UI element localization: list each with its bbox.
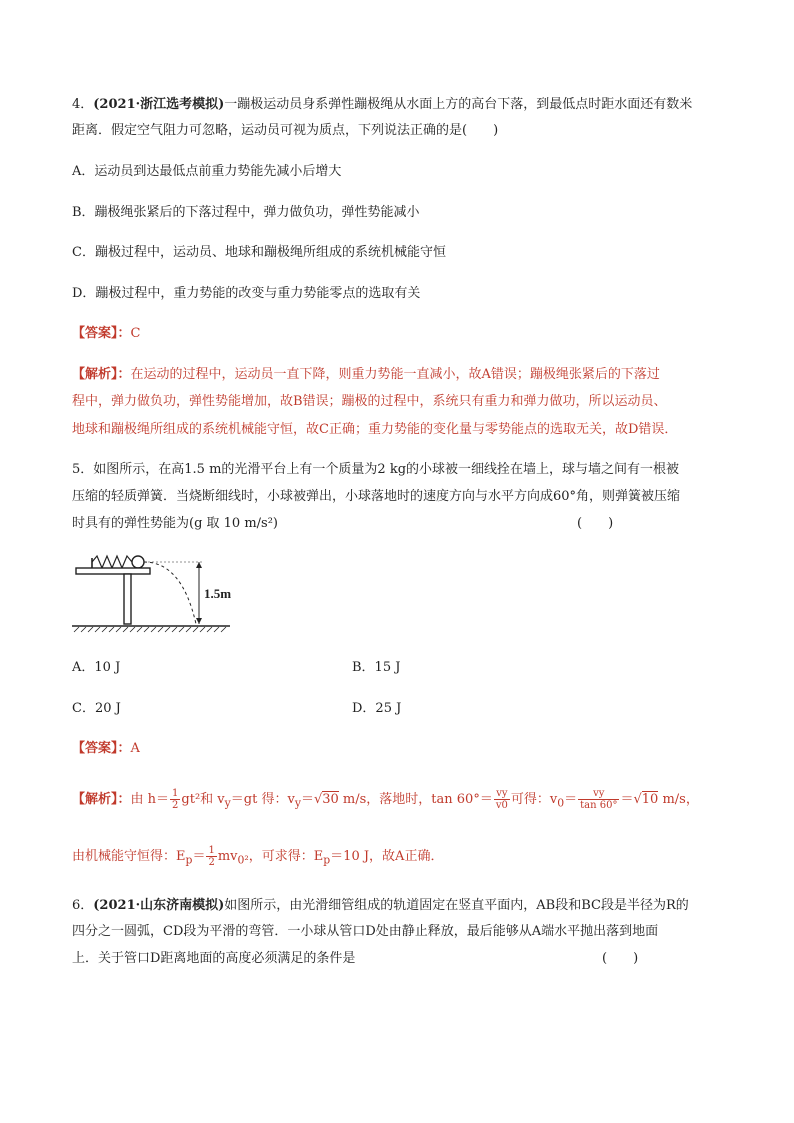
q4-analysis-line1 bbox=[72, 365, 724, 385]
q5-a2-mv: mv bbox=[217, 849, 238, 864]
q5-a1-eq2: ＝ bbox=[564, 792, 578, 807]
q5-a2-tail: ＝10 J，故A正确． bbox=[330, 849, 444, 864]
q5-answer bbox=[72, 739, 724, 759]
q6-answer-paren: ( ) bbox=[602, 951, 639, 966]
q6-stem-line3 bbox=[72, 949, 724, 969]
q4-analysis-line2: 程中，弹力做负功，弹性势能增加，故B错误；蹦极的过程中，系统只有重力和弹力做功，所以运动员、 bbox=[72, 394, 667, 409]
vy-num: vy bbox=[494, 788, 510, 800]
half-num: 1 bbox=[172, 788, 179, 799]
q5-a2-sub-p: p bbox=[185, 853, 193, 867]
q4-stem-text1: 一蹦极运动员身系弹性蹦极绳从水面上方的高台下落，到最低点时距水面还有数米 bbox=[224, 97, 693, 112]
q5-a1-and: 和 v bbox=[200, 792, 225, 807]
q5-a1-ms: m/s，落地时，tan 60°＝ bbox=[338, 792, 493, 807]
q4-analysis-label: 【解析】： bbox=[72, 367, 131, 382]
q4-stem-line2: 距离．假定空气阻力可忽略，运动员可视为质点，下列说法正确的是( ) bbox=[72, 123, 499, 138]
q5-stem-line3 bbox=[72, 514, 724, 534]
half-num-2: 1 bbox=[208, 845, 215, 856]
q4-answer bbox=[72, 324, 724, 344]
q5-a1-gt: ＝gt 得：v bbox=[230, 792, 295, 807]
q5-number: 5． bbox=[72, 462, 94, 477]
half-fraction bbox=[170, 788, 180, 811]
q6-stem-text1: 如图所示，由光滑细管组成的轨道固定在竖直平面内，AB段和BC段是半径为R的 bbox=[224, 898, 689, 913]
q5-a1-can: 可得：v bbox=[510, 792, 558, 807]
q4-option-a: A．运动员到达最低点前重力势能先减小后增大 bbox=[72, 164, 342, 179]
q4-option-d: D．蹦极过程中，重力势能的改变与重力势能零点的选取有关 bbox=[72, 286, 421, 301]
q4-number: 4． bbox=[72, 97, 94, 112]
q6-stem-line1 bbox=[72, 896, 724, 916]
q5-answer-paren: ( ) bbox=[577, 516, 614, 531]
q5-a2-sub-p2: p bbox=[323, 853, 331, 867]
tan-den: tan 60° bbox=[580, 800, 618, 811]
sqrt-30: 30 bbox=[322, 792, 339, 807]
q4-stem-line1 bbox=[72, 95, 724, 115]
q5-stem-line2: 压缩的轻质弹簧．当烧断细线时，小球被弹出，小球落地时的速度方向与水平方向成60°角，则弹簧被压缩 bbox=[72, 489, 681, 504]
q5-a1-sub-y2: y bbox=[294, 796, 301, 810]
q5-analysis-label: 【解析】： bbox=[72, 792, 131, 807]
q4-option-c: C．蹦极过程中，运动员、地球和蹦极绳所组成的系统机械能守恒 bbox=[72, 245, 446, 260]
q5-a2-eq: ＝ bbox=[192, 849, 206, 864]
vy-tan-fraction bbox=[578, 788, 619, 811]
spring-icon bbox=[92, 556, 132, 568]
platform-icon bbox=[76, 568, 150, 624]
q5-option-b: B．15 J bbox=[352, 660, 401, 675]
q5-analysis-line1: 【解析】：由 h＝ $\frac{1}{2}$ gt²和 $v_y=gt$ 得：$v_y=√30$ m/s，落地时，tan 60°＝ $\frac{vy}{v0}$ 可得：$v_0=$ $\frac{vy}{\tan 60^\circ}$ ＝√10 m/s， bbox=[72, 788, 699, 811]
half-den-2: 2 bbox=[208, 857, 215, 868]
q5-figure bbox=[70, 548, 240, 634]
q4-option-b: B．蹦极绳张紧后的下落过程中，弹力做负功，弹性势能减小 bbox=[72, 205, 420, 220]
q5-stem-text1: 如图所示，在高1.5 m的光滑平台上有一个质量为2 kg的小球被一细线拴在墙上，球与墙之间有一根被 bbox=[93, 462, 680, 477]
trajectory-icon bbox=[144, 562, 196, 624]
q5-a1-eq3: ＝ bbox=[620, 792, 634, 807]
q5-analysis-line2 bbox=[72, 845, 724, 873]
q5-stem-text3: 时具有的弹性势能为(g 取 10 m/s²) bbox=[72, 516, 278, 531]
q5-option-d: D．25 J bbox=[352, 701, 402, 716]
v0-den: v0 bbox=[495, 800, 508, 811]
q5-a1-gt2: gt² bbox=[181, 792, 201, 807]
q5-a1-from: 由 h＝ bbox=[130, 792, 170, 807]
q5-a1-sub-0: 0 bbox=[557, 796, 565, 810]
q4-analysis-text1: 在运动的过程中，运动员一直下降，则重力势能一直减小，故A错误；蹦极绳张紧后的下落过 bbox=[130, 367, 660, 382]
q5-stem-line1 bbox=[72, 460, 724, 480]
vy-num2: vy bbox=[578, 788, 619, 800]
q4-source: (2021·浙江选考模拟) bbox=[93, 97, 225, 112]
q5-a1-sub-y: y bbox=[224, 796, 231, 810]
q5-option-c: C．20 J bbox=[72, 701, 121, 716]
half-fraction-2 bbox=[206, 845, 216, 868]
q6-stem-text3: 上．关于管口D距离地面的高度必须满足的条件是 bbox=[72, 951, 356, 966]
q4-analysis-line3: 地球和蹦极绳所组成的系统机械能守恒，故C正确；重力势能的变化量与零势能点的选取无关，故D错误． bbox=[72, 422, 678, 437]
q5-answer-value: A bbox=[130, 741, 140, 756]
q5-answer-label: 【答案】： bbox=[72, 741, 131, 756]
sqrt-10: 10 bbox=[641, 792, 659, 807]
ball-icon bbox=[132, 556, 144, 568]
q5-a1-ms2: m/s， bbox=[658, 792, 699, 807]
q5-a2-from: 由机械能守恒得：E bbox=[72, 849, 186, 864]
q6-stem-line2: 四分之一圆弧，CD段为平滑的弯管．一小球从管口D处由静止释放，最后能够从A端水平抛出落到地面 bbox=[72, 924, 659, 939]
q5-a1-eq: ＝ bbox=[300, 792, 314, 807]
q5-a2-result: ，可求得：E bbox=[248, 849, 324, 864]
q4-answer-value: C bbox=[130, 326, 141, 341]
q6-source: (2021·山东济南模拟) bbox=[93, 898, 225, 913]
vy-v0-fraction bbox=[494, 788, 510, 811]
q6-number: 6． bbox=[72, 898, 94, 913]
half-den: 2 bbox=[172, 800, 179, 811]
figure-height-label: 1.5m bbox=[204, 586, 232, 601]
q5-a2-v0: 0² bbox=[237, 853, 249, 867]
ground-icon bbox=[72, 626, 230, 632]
q5-option-a: A．10 J bbox=[72, 660, 121, 675]
q4-answer-label: 【答案】： bbox=[72, 326, 131, 341]
